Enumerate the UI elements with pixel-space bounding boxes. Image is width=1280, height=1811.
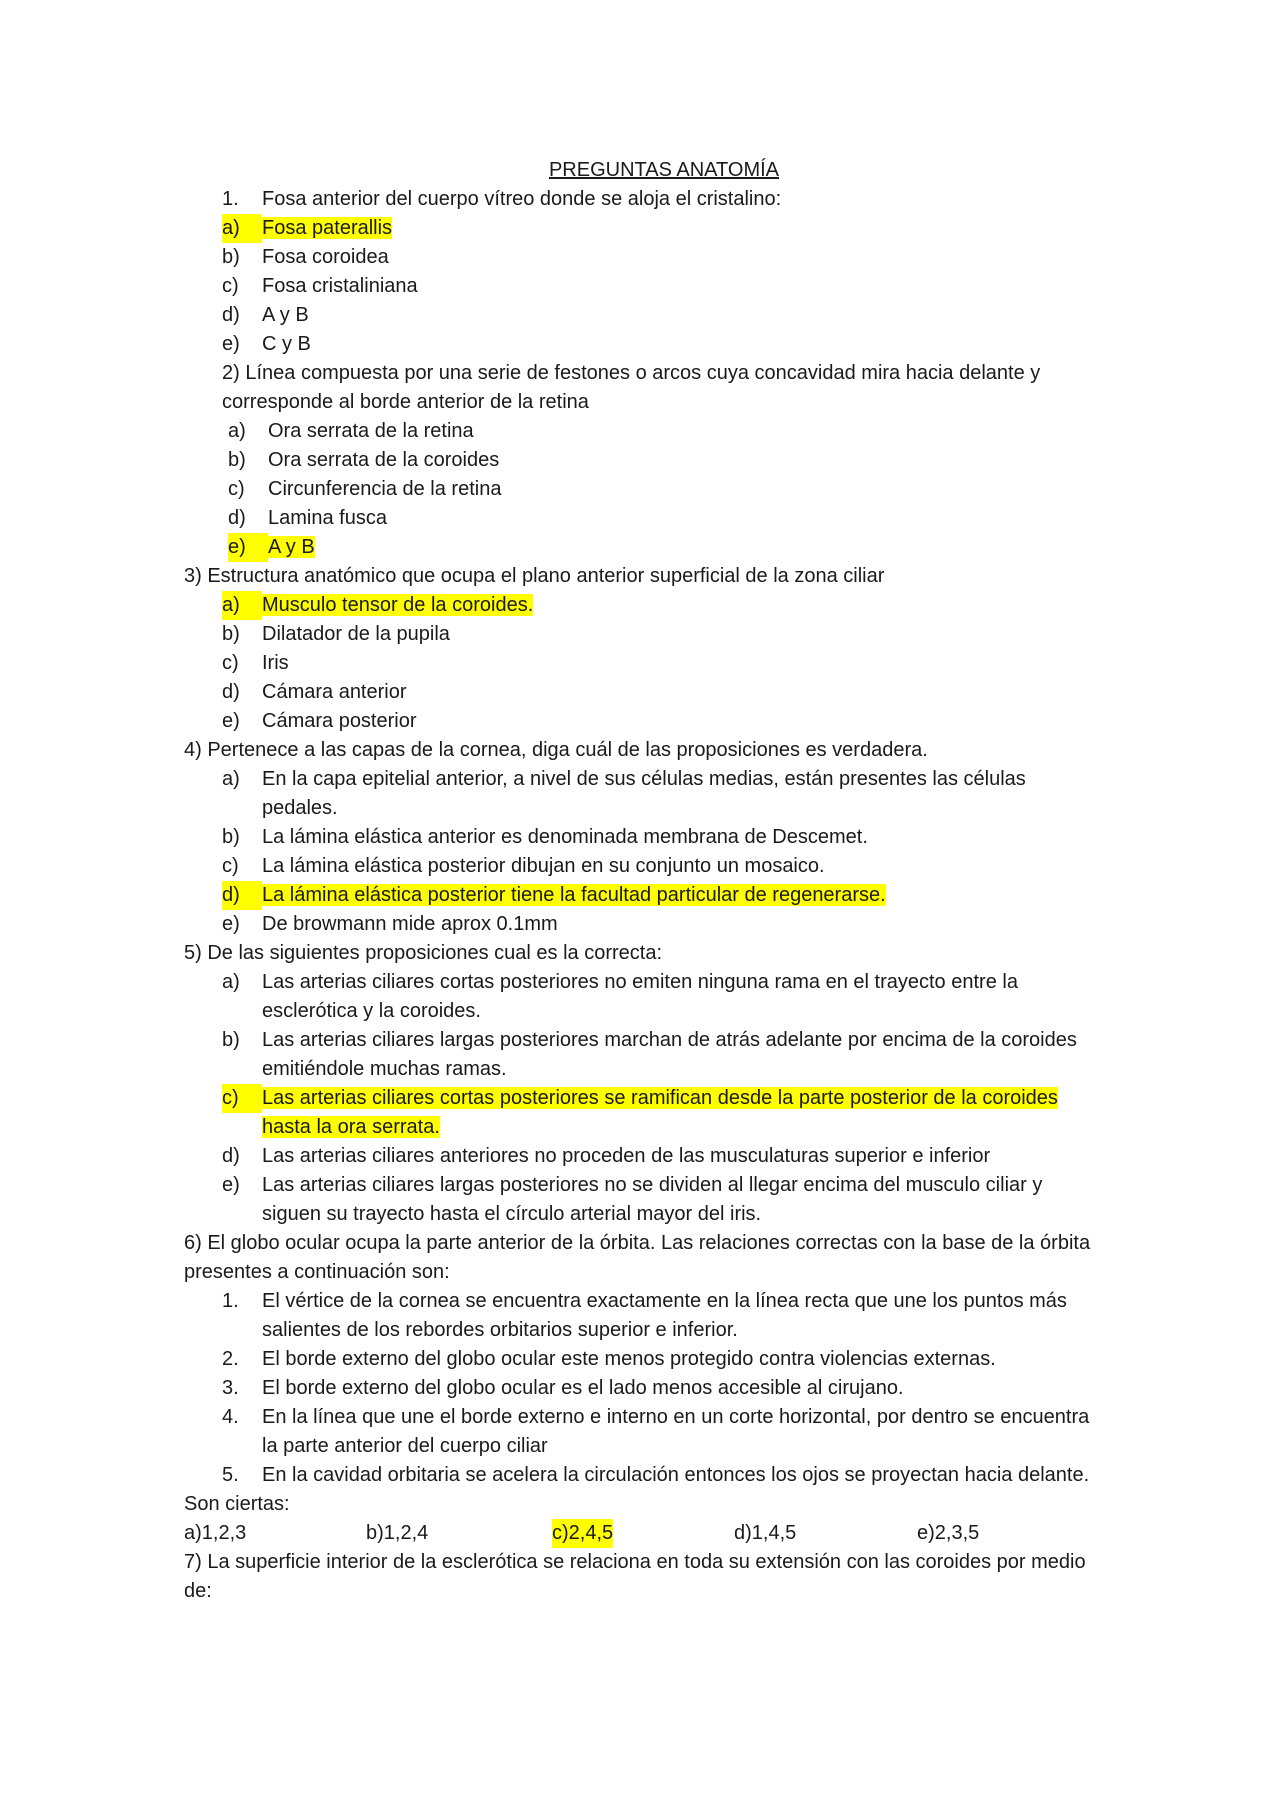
option-text <box>262 272 1104 301</box>
option-row <box>184 823 1104 852</box>
option-row <box>184 214 1104 243</box>
option-text-content: Dilatador de la pupila <box>262 623 450 645</box>
option-marker: b) <box>228 449 246 471</box>
option-text-content: Las arterias ciliares cortas posteriores no emiten ninguna rama en el trayecto entre la esclerótica y la coroides. <box>262 971 1018 1022</box>
question-6-answers <box>184 1519 1104 1548</box>
option-text <box>262 1084 1104 1142</box>
option-text-content: El vértice de la cornea se encuentra exactamente en la línea recta que une los puntos más salientes de los rebordes orbitarios superior e inferior. <box>262 1290 1067 1341</box>
option-marker: c) <box>228 478 245 500</box>
option-text-content: Las arterias ciliares largas posteriores marchan de atrás adelante por encima de la coroides emitiéndole muchas ramas. <box>262 1029 1077 1080</box>
option-text-content: El borde externo del globo ocular es el lado menos accesible al cirujano. <box>262 1377 904 1399</box>
option-text-highlighted: Fosa paterallis <box>262 217 393 239</box>
option-row <box>184 1142 1104 1171</box>
option-text-highlighted: Las arterias ciliares cortas posteriores se ramifican desde la parte posterior de la coroides hasta la ora serrata. <box>262 1087 1058 1138</box>
option-marker: c) <box>184 1084 262 1113</box>
option-row <box>184 417 1104 446</box>
option-marker: 1. <box>222 1290 239 1312</box>
question-1-number: 1. <box>222 188 239 210</box>
question-4-options <box>184 765 1104 939</box>
option-text-content: Iris <box>262 652 289 674</box>
answer-choice-text: d)1,4,5 <box>734 1522 797 1544</box>
option-row <box>184 1084 1104 1142</box>
option-text-content: Ora serrata de la coroides <box>268 449 500 471</box>
option-row <box>184 330 1104 359</box>
option-marker: e) <box>222 913 240 935</box>
answer-choice <box>184 1519 366 1548</box>
question-5-options <box>184 968 1104 1229</box>
question-4-text: 4) Pertenece a las capas de la cornea, diga cuál de las proposiciones es verdadera. <box>184 739 928 761</box>
option-row <box>184 301 1104 330</box>
option-row <box>184 1345 1104 1374</box>
option-text <box>262 1461 1104 1490</box>
question-2-options <box>184 417 1104 562</box>
option-row <box>184 620 1104 649</box>
option-text <box>262 1403 1104 1461</box>
option-marker: b) <box>222 826 240 848</box>
option-marker: 3. <box>222 1377 239 1399</box>
option-text <box>262 1287 1104 1345</box>
option-marker: e) <box>222 333 240 355</box>
option-text-content: Cámara anterior <box>262 681 407 703</box>
option-marker: c) <box>222 275 239 297</box>
option-text-content: Las arterias ciliares largas posteriores no se dividen al llegar encima del musculo ciliar y siguen su trayecto hasta el círculo arterial mayor del iris. <box>262 1174 1043 1225</box>
option-row <box>184 243 1104 272</box>
answer-choice-text: e)2,3,5 <box>917 1522 980 1544</box>
option-marker: e) <box>184 533 268 562</box>
option-row <box>184 272 1104 301</box>
answer-choice-text-highlighted: c)2,4,5 <box>552 1519 613 1548</box>
question-1 <box>184 185 1104 214</box>
option-marker: 4. <box>222 1406 239 1428</box>
option-text <box>268 417 1104 446</box>
option-marker: c) <box>222 855 239 877</box>
option-marker: a) <box>222 768 240 790</box>
option-row <box>184 533 1104 562</box>
option-text <box>262 330 1104 359</box>
option-text-highlighted: Musculo tensor de la coroides. <box>262 594 534 616</box>
option-text-content: A y B <box>262 304 309 326</box>
option-row <box>184 968 1104 1026</box>
option-text <box>262 765 1104 823</box>
option-text-content: En la capa epitelial anterior, a nivel de sus células medias, están presentes las células pedales. <box>262 768 1026 819</box>
answer-choice <box>734 1519 917 1548</box>
option-marker: a) <box>222 971 240 993</box>
option-text-content: De browmann mide aprox 0.1mm <box>262 913 558 935</box>
option-marker: d) <box>184 881 262 910</box>
option-row <box>184 504 1104 533</box>
option-text <box>268 446 1104 475</box>
option-text <box>262 968 1104 1026</box>
option-text <box>262 1171 1104 1229</box>
option-row <box>184 1026 1104 1084</box>
question-1-text: Fosa anterior del cuerpo vítreo donde se aloja el cristalino: <box>262 188 782 210</box>
option-text-highlighted: La lámina elástica posterior tiene la facultad particular de regenerarse. <box>262 884 886 906</box>
option-row <box>184 1287 1104 1345</box>
answer-choice <box>917 1519 1037 1548</box>
option-text <box>262 301 1104 330</box>
option-text <box>262 591 1104 620</box>
option-marker: d) <box>222 304 240 326</box>
option-row <box>184 910 1104 939</box>
option-row <box>184 1171 1104 1229</box>
document-body <box>184 156 1104 1606</box>
question-6-items <box>184 1287 1104 1490</box>
question-3-options <box>184 591 1104 736</box>
option-row <box>184 881 1104 910</box>
option-marker: b) <box>222 246 240 268</box>
option-text <box>262 214 1104 243</box>
option-row <box>184 1374 1104 1403</box>
option-text <box>268 504 1104 533</box>
question-6-prompt: Son ciertas: <box>184 1493 290 1515</box>
option-text-content: Circunferencia de la retina <box>268 478 502 500</box>
option-row <box>184 446 1104 475</box>
option-marker: d) <box>222 1145 240 1167</box>
option-text-content: En la línea que une el borde externo e interno en un corte horizontal, por dentro se encuentra la parte anterior del cuerpo ciliar <box>262 1406 1090 1457</box>
answer-choice-text: a)1,2,3 <box>184 1522 247 1544</box>
option-row <box>184 649 1104 678</box>
answer-choice <box>552 1519 734 1548</box>
question-2-text: 2) Línea compuesta por una serie de festones o arcos cuya concavidad mira hacia delante y corresponde al borde anterior de la retina <box>222 362 1041 413</box>
option-marker: d) <box>222 681 240 703</box>
option-text-content: La lámina elástica posterior dibujan en su conjunto un mosaico. <box>262 855 825 877</box>
option-marker: 5. <box>222 1464 239 1486</box>
option-row <box>184 475 1104 504</box>
option-text <box>262 243 1104 272</box>
option-row <box>184 852 1104 881</box>
question-3-text: 3) Estructura anatómico que ocupa el plano anterior superficial de la zona ciliar <box>184 565 885 587</box>
option-text <box>262 678 1104 707</box>
option-text-content: La lámina elástica anterior es denominada membrana de Descemet. <box>262 826 868 848</box>
question-5-text: 5) De las siguientes proposiciones cual es la correcta: <box>184 942 663 964</box>
option-text <box>262 1026 1104 1084</box>
option-text <box>268 533 1104 562</box>
option-text-content: Fosa cristaliniana <box>262 275 418 297</box>
option-row <box>184 1403 1104 1461</box>
option-marker: e) <box>222 1174 240 1196</box>
option-text-content: Cámara posterior <box>262 710 417 732</box>
option-text-content: El borde externo del globo ocular este menos protegido contra violencias externas. <box>262 1348 996 1370</box>
option-text <box>268 475 1104 504</box>
option-text <box>262 649 1104 678</box>
option-marker: b) <box>222 623 240 645</box>
option-text-content: Lamina fusca <box>268 507 387 529</box>
option-text-highlighted: A y B <box>268 536 315 558</box>
option-text <box>262 620 1104 649</box>
option-text-content: En la cavidad orbitaria se acelera la circulación entonces los ojos se proyectan hacia delante. <box>262 1464 1090 1486</box>
option-marker: b) <box>222 1029 240 1051</box>
option-marker: d) <box>228 507 246 529</box>
option-text-content: Ora serrata de la retina <box>268 420 474 442</box>
option-text <box>262 823 1104 852</box>
option-row <box>184 591 1104 620</box>
option-text <box>262 881 1104 910</box>
option-marker: e) <box>222 710 240 732</box>
option-text-content: Las arterias ciliares anteriores no proceden de las musculaturas superior e inferior <box>262 1145 991 1167</box>
question-7-text: 7) La superficie interior de la esclerótica se relaciona en toda su extensión con las coroides por medio de: <box>184 1551 1086 1602</box>
option-text <box>262 707 1104 736</box>
option-marker: 2. <box>222 1348 239 1370</box>
option-text <box>262 1345 1104 1374</box>
option-text-content: Fosa coroidea <box>262 246 389 268</box>
option-text <box>262 852 1104 881</box>
option-marker: c) <box>222 652 239 674</box>
question-1-options <box>184 214 1104 359</box>
answer-choice <box>366 1519 552 1548</box>
page-title: PREGUNTAS ANATOMÍA <box>548 159 780 181</box>
option-row <box>184 765 1104 823</box>
option-row <box>184 678 1104 707</box>
option-marker: a) <box>184 214 262 243</box>
option-text <box>262 1142 1104 1171</box>
question-6-text: 6) El globo ocular ocupa la parte anterior de la órbita. Las relaciones correctas con la base de la órbita presentes a continuación son: <box>184 1232 1091 1283</box>
option-marker: a) <box>184 591 262 620</box>
option-row <box>184 707 1104 736</box>
option-text <box>262 1374 1104 1403</box>
option-marker: a) <box>228 420 246 442</box>
option-row <box>184 1461 1104 1490</box>
answer-choice-text: b)1,2,4 <box>366 1522 429 1544</box>
option-text <box>262 910 1104 939</box>
option-text-content: C y B <box>262 333 311 355</box>
